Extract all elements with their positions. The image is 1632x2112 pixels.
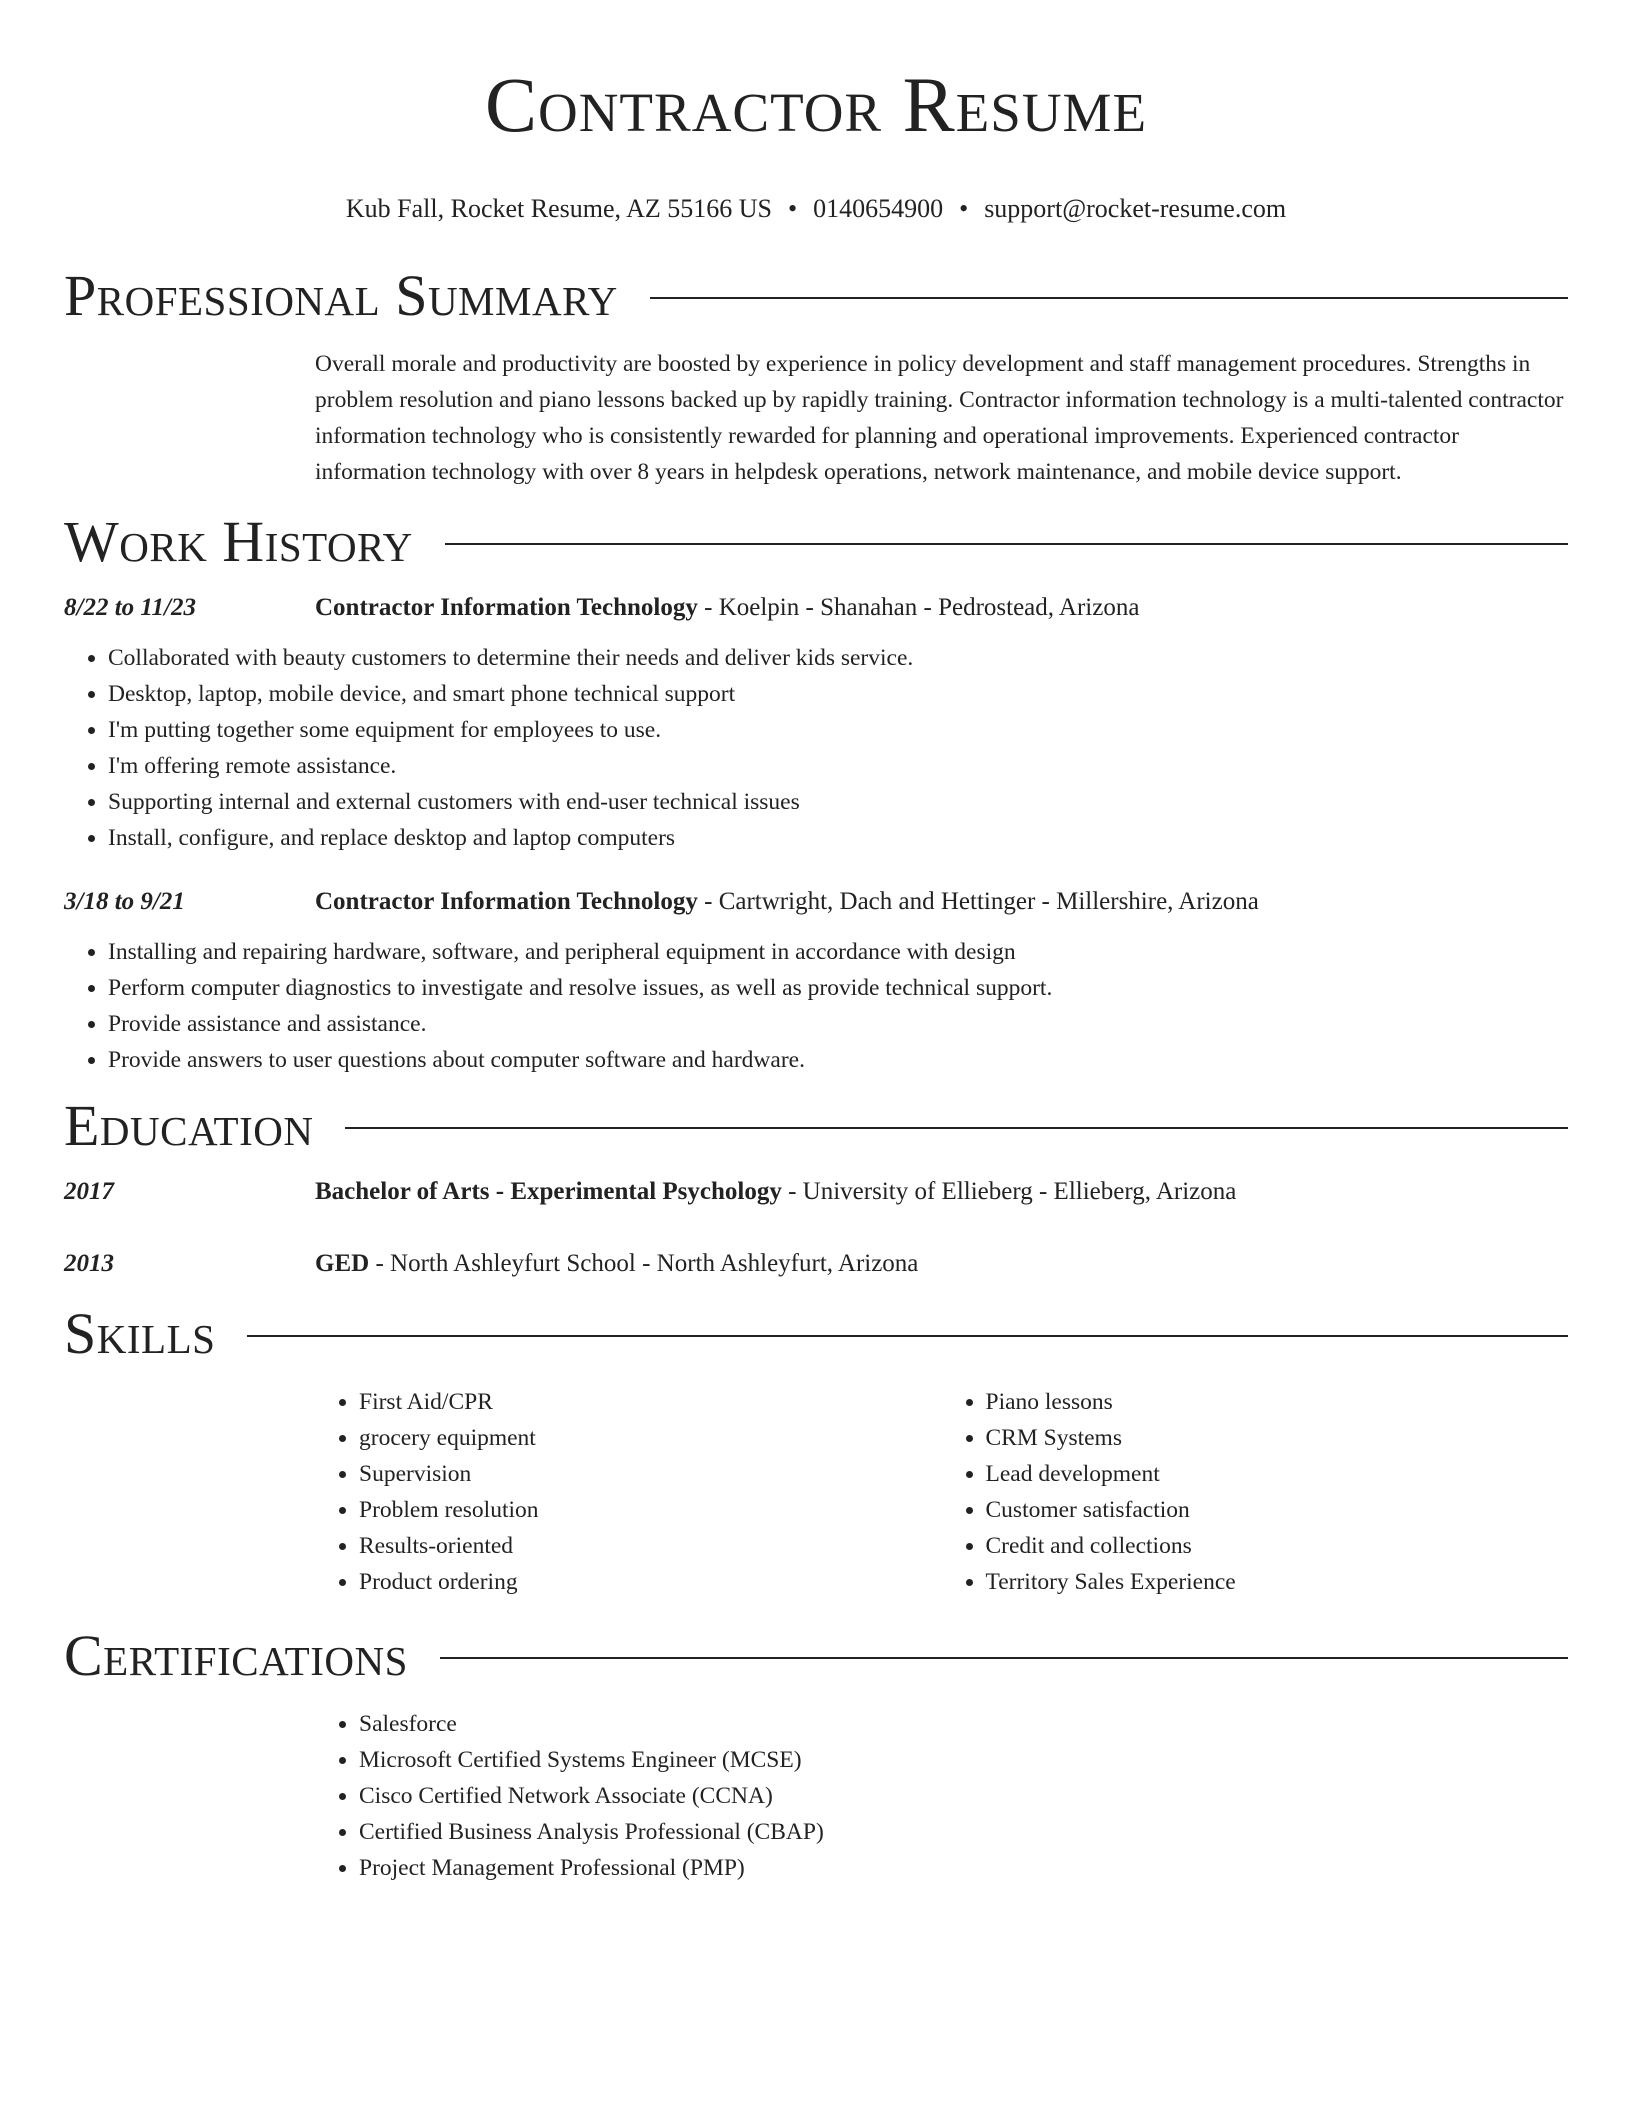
section-header-certifications	[64, 1624, 1568, 1688]
list-item: • I'm offering remote assistance.	[108, 748, 1568, 784]
section-header-work	[64, 510, 1568, 574]
list-item: • Provide answers to user questions about computer software and hardware.	[108, 1042, 1568, 1078]
job-info	[315, 882, 1568, 922]
list-item: • Install, configure, and replace desktop and laptop computers	[108, 820, 1568, 856]
section-divider	[440, 1657, 1568, 1659]
document-title: Contractor Resume	[484, 61, 1148, 148]
list-item: • Cisco Certified Network Associate (CCNA)	[359, 1778, 1568, 1814]
education-degree: GED	[315, 1250, 370, 1277]
section-header-education	[64, 1094, 1568, 1158]
job-bullets	[64, 640, 1568, 856]
job-details: - Koelpin - Shanahan - Pedrostead, Arizona	[697, 594, 1140, 621]
list-item: • Problem resolution	[359, 1492, 942, 1528]
summary-text: Overall morale and productivity are boosted by experience in policy development and staff management procedures. Strengths in problem resolution and piano lessons backed up by rapidly training. Contractor information technology is a multi-talented contractor information technology who is consistently rewarded for planning and operational improvements. Experienced contractor information technology with over 8 years in helpdesk operations, network maintenance, and mobile device support.	[315, 351, 1564, 485]
list-item: • Supervision	[359, 1456, 942, 1492]
education-entry	[64, 1172, 1568, 1212]
section-title-education: Education	[64, 1093, 314, 1158]
contact-email: support@rocket-resume.com	[984, 194, 1287, 223]
job-header	[64, 588, 1568, 628]
list-item: • Customer satisfaction	[986, 1492, 1569, 1528]
section-divider	[247, 1335, 1568, 1337]
skills-column-left	[315, 1384, 942, 1600]
list-item: • Territory Sales Experience	[986, 1564, 1569, 1600]
list-item: • First Aid/CPR	[359, 1384, 942, 1420]
education-info	[315, 1244, 1568, 1284]
section-divider	[345, 1127, 1568, 1129]
job-entry	[64, 882, 1568, 1078]
certifications-list	[315, 1706, 1568, 1886]
job-title: Contractor Information Technology	[315, 594, 698, 621]
list-item: • Supporting internal and external customers with end-user technical issues	[108, 784, 1568, 820]
list-item: • Product ordering	[359, 1564, 942, 1600]
contact-separator: •	[959, 194, 969, 223]
education-year: 2013	[64, 1250, 114, 1277]
education-info	[315, 1172, 1568, 1212]
job-entry	[64, 588, 1568, 856]
contact-phone: 0140654900	[813, 194, 944, 223]
section-divider	[445, 543, 1568, 545]
list-item: • Installing and repairing hardware, software, and peripheral equipment in accordance with design	[108, 934, 1568, 970]
education-entry	[64, 1244, 1568, 1284]
job-dates: 3/18 to 9/21	[64, 888, 185, 915]
education-degree: Bachelor of Arts - Experimental Psychology	[315, 1178, 782, 1205]
list-item: • CRM Systems	[986, 1420, 1569, 1456]
list-item: • Piano lessons	[986, 1384, 1569, 1420]
job-details: - Cartwright, Dach and Hettinger - Millershire, Arizona	[697, 888, 1259, 915]
section-divider	[650, 297, 1568, 299]
list-item: • Salesforce	[359, 1706, 1568, 1742]
job-header	[64, 882, 1568, 922]
education-details: - University of Ellieberg - Ellieberg, Arizona	[781, 1178, 1237, 1205]
section-title-summary: Professional Summary	[64, 263, 618, 328]
skills-column-right	[942, 1384, 1569, 1600]
job-title: Contractor Information Technology	[315, 888, 698, 915]
section-title-skills: Skills	[64, 1301, 216, 1366]
list-item: • Desktop, laptop, mobile device, and smart phone technical support	[108, 676, 1568, 712]
section-title-certifications: Certifications	[64, 1623, 408, 1688]
contact-separator: •	[787, 194, 798, 223]
contact-line	[64, 192, 1568, 226]
list-item: • grocery equipment	[359, 1420, 942, 1456]
education-year: 2017	[64, 1178, 114, 1205]
education-details: - North Ashleyfurt School - North Ashleyfurt, Arizona	[369, 1250, 919, 1277]
list-item: • Certified Business Analysis Professional (CBAP)	[359, 1814, 1568, 1850]
section-header-skills	[64, 1302, 1568, 1366]
list-item: • Provide assistance and assistance.	[108, 1006, 1568, 1042]
list-item: • Project Management Professional (PMP)	[359, 1850, 1568, 1886]
list-item: • Lead development	[986, 1456, 1569, 1492]
certifications-items	[315, 1706, 1568, 1886]
list-item: • Results-oriented	[359, 1528, 942, 1564]
list-item: • Collaborated with beauty customers to determine their needs and deliver kids service.	[108, 640, 1568, 676]
contact-address: Kub Fall, Rocket Resume, AZ 55166 US	[345, 194, 772, 223]
job-info	[315, 588, 1568, 628]
list-item: • Perform computer diagnostics to investigate and resolve issues, as well as provide technical support.	[108, 970, 1568, 1006]
section-title-work: Work History	[64, 509, 413, 574]
job-bullets	[64, 934, 1568, 1078]
list-item: • Credit and collections	[986, 1528, 1569, 1564]
skills-list	[315, 1384, 1568, 1600]
list-item: • Microsoft Certified Systems Engineer (MCSE)	[359, 1742, 1568, 1778]
job-dates: 8/22 to 11/23	[64, 594, 196, 621]
section-header-summary	[64, 264, 1568, 328]
list-item: • I'm putting together some equipment for employees to use.	[108, 712, 1568, 748]
